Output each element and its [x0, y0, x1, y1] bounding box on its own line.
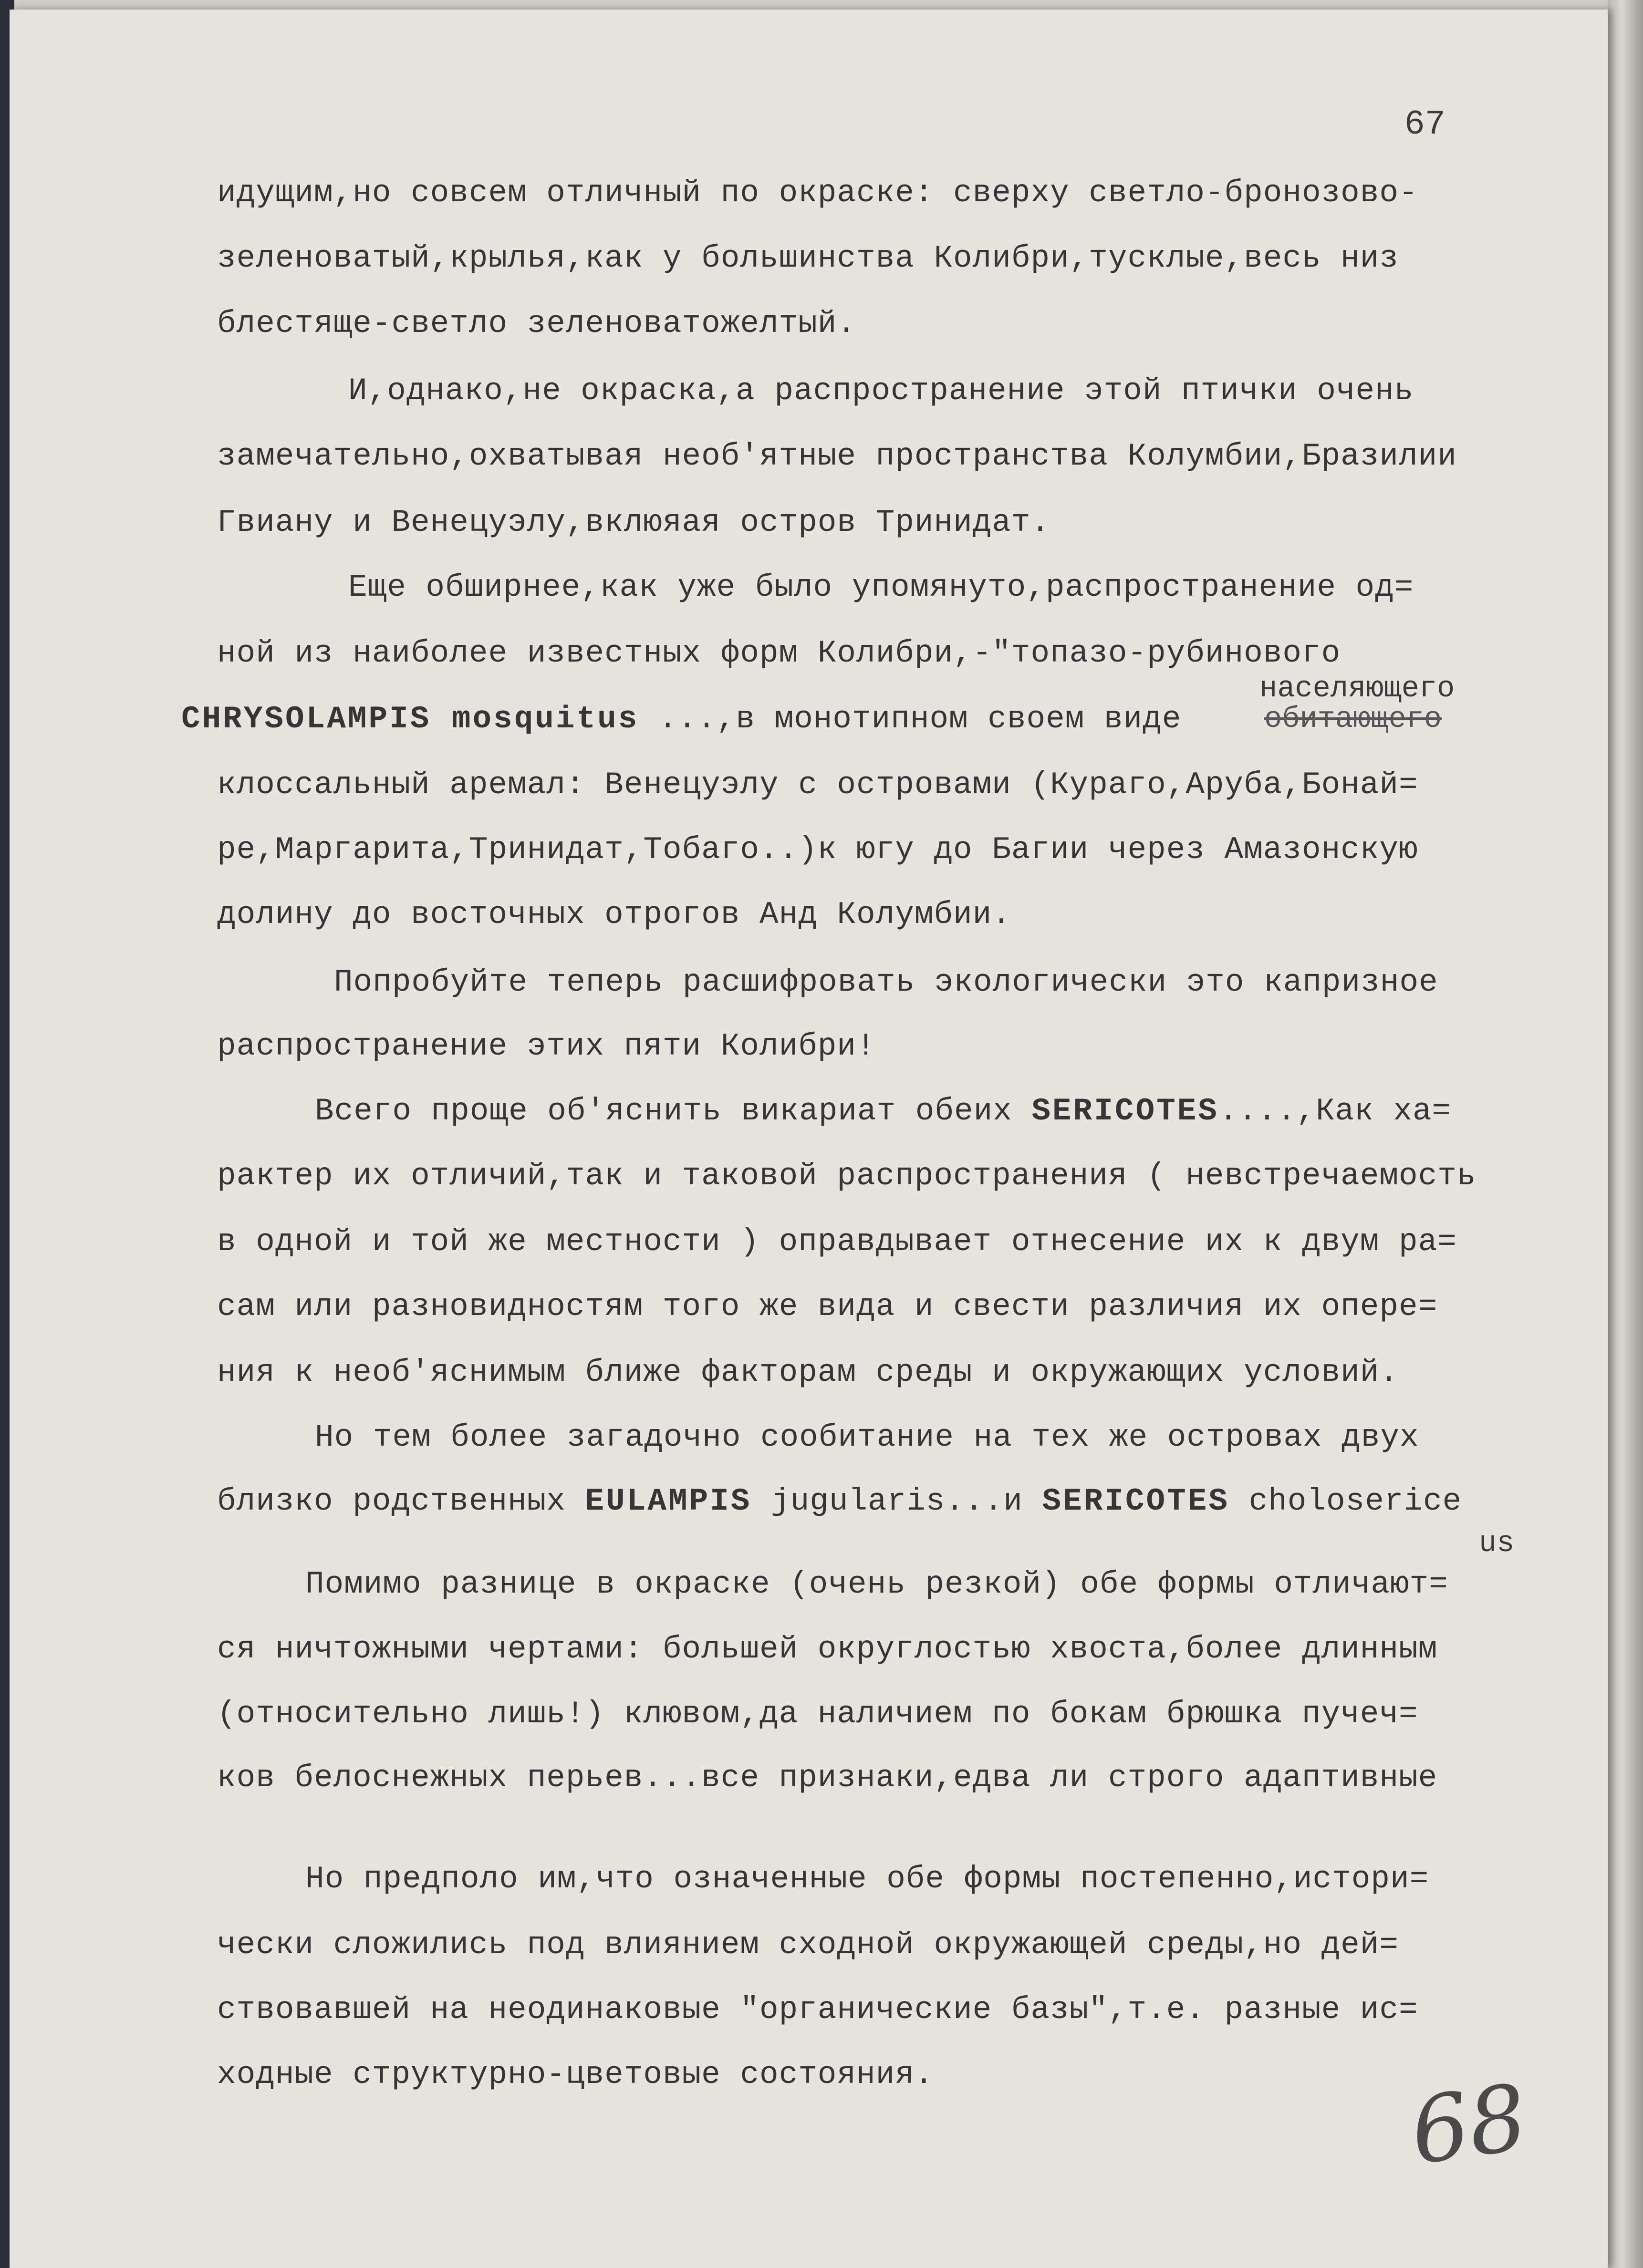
text-line-26: Но предполо им,что означенные обе формы постепенно,истори= [305, 1861, 1429, 1897]
text-line-15-end: ....,Как ха= [1218, 1093, 1452, 1129]
text-line-11: ре,Маргарита,Тринидат,Тобаго..)к югу до Багии через Амазонскую [217, 832, 1418, 868]
text-line-13: Попробуйте теперь расшифровать экологически это капризное [334, 964, 1438, 1000]
text-line-23: ся ничтожными чертами: большей округлостью хвоста,более длинным [217, 1631, 1438, 1667]
text-line-1: идущим,но совсем отличный по окраске: сверху светло-бронозово- [217, 175, 1418, 211]
latin-name-sericotes-2: SERICOTES [1042, 1483, 1229, 1519]
text-line-19: ния к необ'яснимым ближе факторам среды и окружающих условий. [217, 1355, 1399, 1390]
text-line-10: клоссальный аремал: Венецуэлу с островами (Кураго,Аруба,Бонай= [217, 767, 1418, 803]
text-line-3: блестяще-светло зеленоватожелтый. [217, 306, 857, 342]
text-line-15-start: Всего проще об'яснить викариат обеих [315, 1093, 1032, 1129]
latin-name-eulampis: EULAMPIS [585, 1483, 752, 1519]
text-line-29: ходные структурно-цветовые состояния. [217, 2057, 934, 2092]
latin-name-sericotes: SERICOTES [1031, 1093, 1219, 1129]
text-line-24: (относительно лишь!) клювом,да наличием по бокам брюшка пучеч= [217, 1696, 1418, 1732]
text-line-2: зеленоватый,крылья,как у большинства Колибри,тусклые,весь низ [217, 240, 1399, 276]
text-line-21 [217, 1482, 1462, 1521]
typewritten-page [10, 10, 1608, 2268]
text-line-27: чески сложились под влиянием сходной окружающей среды,но дей= [217, 1927, 1399, 1963]
text-line-8: ной из наиболее известных форм Колибри,-"топазо-рубинового [217, 635, 1341, 671]
text-line-22: Помимо разнице в окраске (очень резкой) обе формы отличают= [305, 1566, 1448, 1602]
text-line-12: долину до восточных отрогов Анд Колумбии. [217, 897, 1011, 932]
text-line-21-end: choloserice [1229, 1483, 1462, 1519]
struck-out-word: обитающего [1264, 702, 1442, 736]
text-line-9 [181, 700, 1181, 738]
page-number: 67 [1404, 105, 1445, 144]
text-line-21-start: близко родственных [217, 1483, 585, 1519]
text-line-14: распространение этих пяти Колибри! [217, 1028, 876, 1064]
text-line-25: ков белоснежных перьев...все признаки,едва ли строго адаптивные [217, 1760, 1438, 1796]
latin-name-chrysolampis: CHRYSOLAMPIS mosquitus [181, 701, 639, 737]
text-line-5: замечательно,охватывая необ'ятные пространства Колумбии,Бразилии [217, 438, 1457, 474]
page-edge-strip [1608, 0, 1643, 2268]
text-line-15 [315, 1092, 1451, 1130]
text-line-17: в одной и той же местности ) оправдывает отнесение их к двум ра= [217, 1224, 1457, 1260]
text-line-4: И,однако,не окраска,а распространение этой птички очень [348, 373, 1414, 409]
text-line-21-middle: jugularis...и [751, 1483, 1042, 1519]
handwritten-page-number: 68 [1404, 2064, 1534, 2185]
text-line-7: Еще обширнее,как уже было упомянуто,распространение од= [348, 570, 1414, 605]
text-body [10, 10, 1608, 2268]
text-line-20: Но тем более загадочно сообитание на тех же островах двух [315, 1419, 1419, 1455]
text-line-16: рактер их отличий,так и таковой распространения ( невстречаемость [217, 1158, 1477, 1194]
inserted-word-below: us [1479, 1526, 1515, 1560]
text-line-28: ствовавшей на неодинаковые "органические базы",т.е. разные ис= [217, 1992, 1418, 2028]
text-line-6: Гвиану и Венецуэлу,вклюяая остров Тринидат. [217, 505, 1050, 540]
text-line-9-rest: ...,в монотипном своем виде [639, 701, 1182, 737]
text-line-18: сам или разновидностям того же вида и свести различия их опере= [217, 1289, 1438, 1325]
inserted-word-above: населяющего [1259, 672, 1455, 705]
